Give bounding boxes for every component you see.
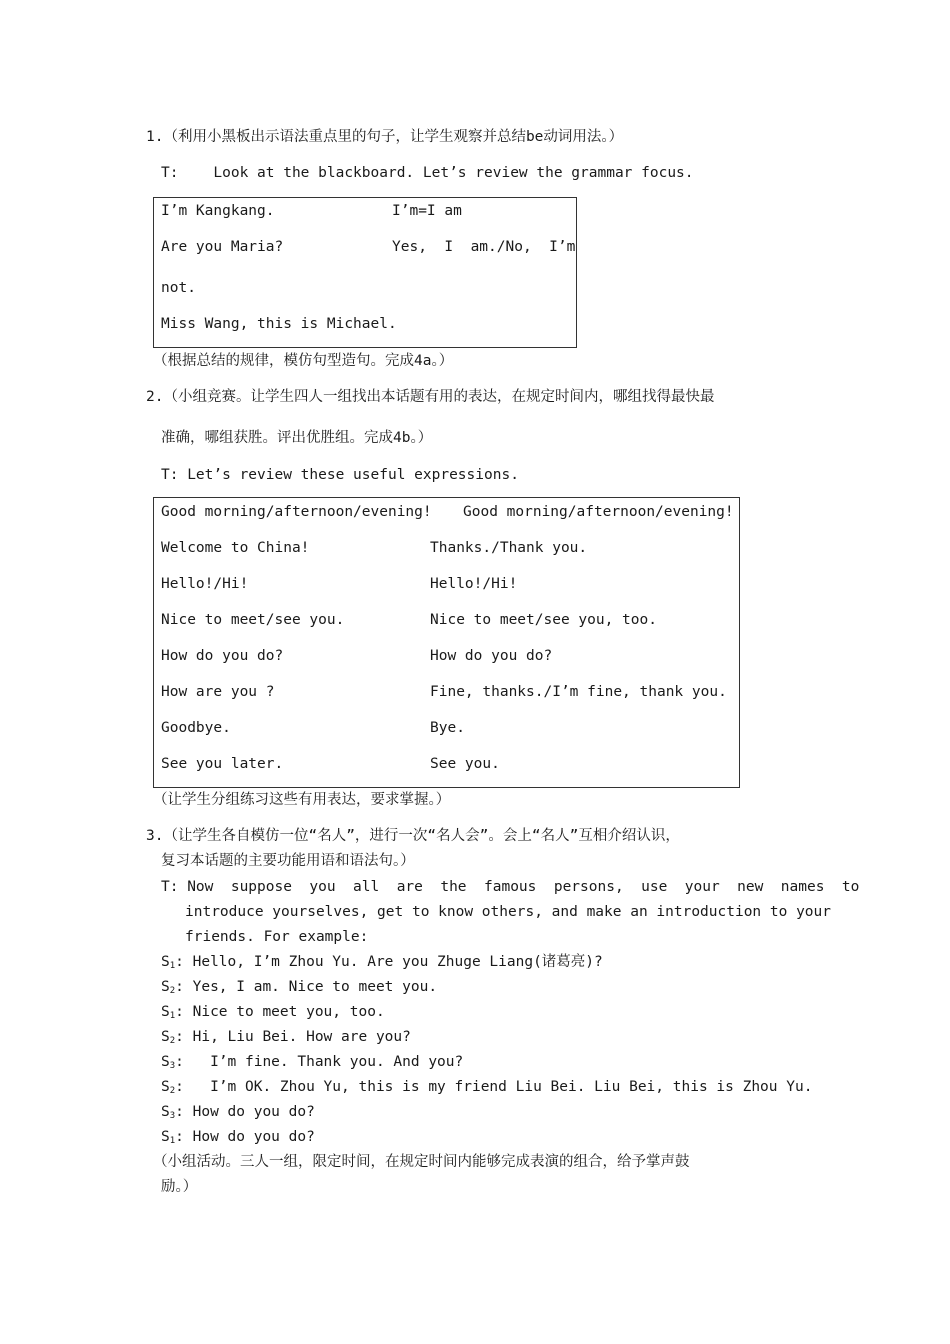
expression-left: How are you ?: [161, 684, 275, 700]
section-3-heading-line-2: 复习本话题的主要功能用语和语法句。）: [161, 853, 415, 869]
expression-right: Hello!/Hi!: [430, 576, 518, 592]
dialogue-text: : How do you do?: [175, 1129, 315, 1145]
expression-right: Thanks./Thank you.: [430, 540, 588, 556]
expression-right: Nice to meet/see you, too.: [430, 612, 657, 628]
dialogue-text: : I’m fine. Thank you. And you?: [175, 1054, 464, 1070]
expression-left: Goodbye.: [161, 720, 231, 736]
expression-left: How do you do?: [161, 648, 284, 664]
speaker-label: S: [161, 979, 170, 995]
expression-left: Good morning/afternoon/evening!: [161, 504, 432, 520]
section-2-heading-line-2: 准确，哪组获胜。评出优胜组。完成4b。）: [161, 430, 433, 446]
dialogue-text: : Hello, I’m Zhou Yu. Are you Zhuge Liang(诸葛亮)?: [175, 954, 603, 970]
speaker-number: 2: [169, 986, 176, 996]
section-2-heading-line-1: 2.（小组竞赛。让学生四人一组找出本话题有用的表达，在规定时间内，哪组找得最快最: [146, 389, 715, 405]
grammar-box: [153, 197, 577, 348]
section-3-note-line-1: （小组活动。三人一组，限定时间，在规定时间内能够完成表演的组合，给予掌声鼓: [153, 1154, 690, 1170]
speaker-number: 3: [169, 1061, 176, 1071]
dialogue-line: [161, 1002, 385, 1022]
expression-right: See you.: [430, 756, 500, 772]
speaker-number: 1: [169, 1011, 176, 1021]
speaker-number: 2: [169, 1086, 176, 1096]
speaker-label: S: [161, 1129, 170, 1145]
grammar-box-row-4: Miss Wang, this is Michael.: [161, 316, 397, 332]
grammar-box-row-2-left: Are you Maria?: [161, 239, 284, 255]
speaker-number: 1: [169, 1136, 176, 1146]
dialogue-text: : I’m OK. Zhou Yu, this is my friend Liu Bei. Liu Bei, this is Zhou Yu.: [175, 1079, 813, 1095]
section-3-heading-line-1: 3.（让学生各自模仿一位“名人”，进行一次“名人会”。会上“名人”互相介绍认识，: [146, 828, 680, 844]
section-1-teacher-line: T: Look at the blackboard. Let’s review the grammar focus.: [161, 165, 694, 181]
speaker-label: S: [161, 1079, 170, 1095]
expression-right: Bye.: [430, 720, 465, 736]
section-3-teacher-line-3: friends. For example:: [185, 929, 369, 945]
section-3-note-line-2: 励。）: [161, 1179, 198, 1195]
section-1-heading: 1.（利用小黑板出示语法重点里的句子，让学生观察并总结be动词用法。）: [146, 129, 624, 145]
dialogue-line: [161, 1102, 315, 1122]
section-1-note: （根据总结的规律，模仿句型造句。完成4a。）: [153, 353, 454, 369]
grammar-box-row-1-right: I’m=I am: [392, 203, 462, 219]
expression-left: Welcome to China!: [161, 540, 310, 556]
dialogue-line: [161, 952, 603, 972]
dialogue-text: : How do you do?: [175, 1104, 315, 1120]
dialogue-line: [161, 977, 437, 997]
section-3-teacher-line-1: T: Now suppose you all are the famous persons, use your new names to: [161, 879, 860, 895]
speaker-label: S: [161, 954, 170, 970]
section-2-teacher-line: T: Let’s review these useful expressions.: [161, 467, 519, 483]
speaker-label: S: [161, 1054, 170, 1070]
expression-right: Fine, thanks./I’m fine, thank you.: [430, 684, 727, 700]
grammar-box-row-1-left: I’m Kangkang.: [161, 203, 275, 219]
speaker-label: S: [161, 1104, 170, 1120]
expression-left: Nice to meet/see you.: [161, 612, 345, 628]
speaker-label: S: [161, 1029, 170, 1045]
grammar-box-row-3: not.: [161, 280, 196, 296]
expression-right: How do you do?: [430, 648, 553, 664]
expression-right: Good morning/afternoon/evening!: [463, 504, 734, 520]
dialogue-line: [161, 1052, 463, 1072]
expression-left: Hello!/Hi!: [161, 576, 249, 592]
dialogue-line: [161, 1027, 411, 1047]
dialogue-line: [161, 1127, 315, 1147]
dialogue-text: : Nice to meet you, too.: [175, 1004, 385, 1020]
speaker-number: 2: [169, 1036, 176, 1046]
section-3-teacher-line-2: introduce yourselves, get to know others, and make an introduction to your: [185, 904, 832, 920]
speaker-label: S: [161, 1004, 170, 1020]
speaker-number: 1: [169, 961, 176, 971]
expression-left: See you later.: [161, 756, 284, 772]
dialogue-line: [161, 1077, 812, 1097]
speaker-number: 3: [169, 1111, 176, 1121]
dialogue-text: : Yes, I am. Nice to meet you.: [175, 979, 438, 995]
grammar-box-row-2-right: Yes, I am./No, I’m: [392, 239, 576, 255]
dialogue-text: : Hi, Liu Bei. How are you?: [175, 1029, 411, 1045]
section-2-note: （让学生分组练习这些有用表达，要求掌握。）: [153, 792, 451, 808]
expressions-box: [153, 497, 740, 788]
